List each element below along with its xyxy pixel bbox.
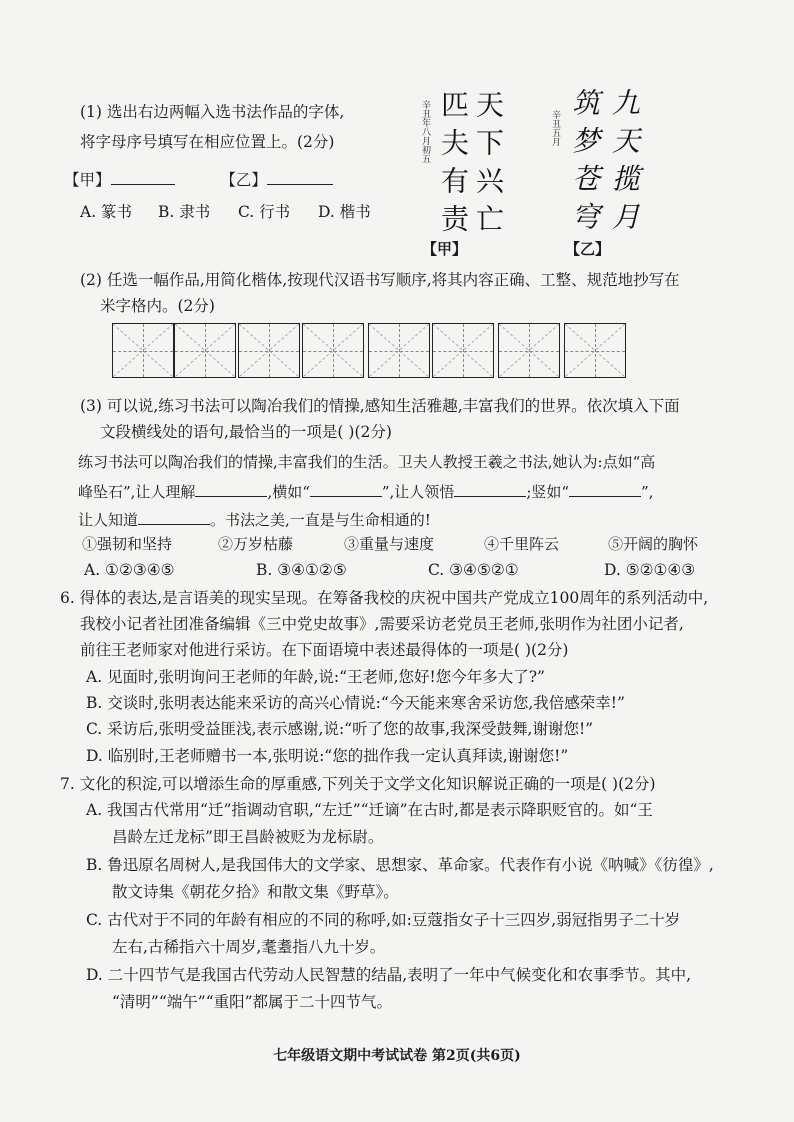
q5-3-item-5: ⑤开阔的胸怀 [608,535,699,553]
yi-column-2: 筑梦苍穹 [568,88,601,240]
mizi-cell[interactable] [302,323,364,378]
q5-1-answer-row [64,168,333,190]
passage-text: ”,让人领悟 [381,483,455,501]
mizi-cell[interactable] [112,323,174,378]
q7-line1: 7. 文化的积淀,可以增添生命的厚重感,下列关于文学文化知识解说正确的一项是( )(2分) [60,775,656,793]
jia-caption: 【甲】 [422,240,468,258]
q5-3-choice-a: A. ①②③④⑤ [84,561,175,579]
passage-text: ”, [641,483,654,501]
yi-caption: 【乙】 [565,240,611,258]
jia-label: 【甲】 [64,171,111,189]
mizi-cell[interactable] [238,323,300,378]
q7-option-d-line2: “清明”“端午”“重阳”都属于二十四节气。 [112,993,393,1011]
q5-3-passage-line3 [78,508,431,530]
q5-1-option-c: C. 行书 [238,203,291,221]
q5-3-choice-b: B. ③④①②⑤ [256,561,347,579]
q5-2-line2: 米字格内。(2分) [100,297,215,315]
q5-3-item-3: ③重量与速度 [344,535,435,553]
q7-option-c-line2: 左右,古稀指六十周岁,耄耋指八九十岁。 [112,938,386,956]
q6-option-a: A. 见面时,张明询问王老师的年龄,说:“王老师,您好!您今年多大了?” [86,668,545,686]
yi-answer-blank[interactable] [267,168,333,185]
jia-column-2: 匹夫有责 [437,90,470,242]
mizi-cell[interactable] [564,323,626,378]
q6-line1: 6. 得体的表达,是言语美的现实呈现。在筹备我校的庆祝中国共产党成立100周年的系列活动中, [60,589,709,607]
q5-3-passage-line1: 练习书法可以陶冶我们的情操,丰富我们的生活。卫夫人教授王羲之书法,她认为:点如“高 [78,453,656,471]
q5-3-choice-d: D. ⑤②①④③ [604,561,696,579]
mizi-cell[interactable] [368,323,430,378]
q7-option-a-line1: A. 我国古代常用“迁”指调动官职,“左迁”“迁谪”在古时,都是表示降职贬官的。如“王 [86,801,653,819]
q6-option-d: D. 临别时,王老师赠书一本,张明说:“您的拙作我一定认真拜读,谢谢您!” [86,747,569,765]
passage-text: ,横如“ [267,483,310,501]
mizi-grid [112,323,698,380]
q6-line2: 我校小记者社团准备编辑《三中党史故事》,需要采访老党员王老师,张明作为社团小记者, [80,615,684,633]
q6-line3: 前往王老师家对他进行采访。在下面语境中表述最得体的一项是( )(2分) [80,641,569,659]
q5-3-line2: 文段横线处的语句,最恰当的一项是( )(2分) [100,423,392,441]
q5-1-option-d: D. 楷书 [318,203,371,221]
passage-text: ;竖如“ [526,483,570,501]
passage-text: 峰坠石”,让人理解 [78,483,196,501]
passage-blank-3[interactable] [454,480,526,497]
q7-option-a-line2: 昌龄左迁龙标”即王昌龄被贬为龙标尉。 [112,828,384,846]
jia-inscription: 辛丑年八月初五 [420,100,430,163]
q5-1-line1: (1) 选出右边两幅入选书法作品的字体, [80,103,345,121]
passage-blank-2[interactable] [310,480,382,497]
q5-3-item-2: ②万岁枯藤 [218,535,294,553]
passage-text: 。书法之美,一直是与生命相通的! [210,511,431,529]
q7-option-b-line2: 散文诗集《朝花夕拾》和散文集《野草》。 [112,883,399,901]
jia-column-1: 天下兴亡 [472,90,505,242]
q5-3-passage-line2 [78,480,653,502]
passage-blank-1[interactable] [195,480,267,497]
mizi-cell[interactable] [174,323,236,378]
q7-option-c-line1: C. 古代对于不同的年龄有相应的不同的称呼,如:豆蔻指女子十三四岁,弱冠指男子二十岁 [86,911,681,929]
jia-answer-blank[interactable] [111,168,175,185]
mizi-cell[interactable] [498,323,560,378]
q5-3-item-1: ①强韧和坚持 [82,535,173,553]
q5-2-line1: (2) 任选一幅作品,用简化楷体,按现代汉语书写顺序,将其内容正确、工整、规范地抄写在 [80,271,680,289]
yi-label: 【乙】 [220,171,267,189]
passage-blank-4[interactable] [569,480,641,497]
q5-3-item-4: ④千里阵云 [484,535,560,553]
q5-3-line1: (3) 可以说,练习书法可以陶冶我们的情操,感知生活雅趣,丰富我们的世界。依次填入下面 [80,397,680,415]
q5-1-option-b: B. 隶书 [158,203,211,221]
q5-3-choice-c: C. ③④⑤②① [428,561,519,579]
q7-option-b-line1: B. 鲁迅原名周树人,是我国伟大的文学家、思想家、革命家。代表作有小说《呐喊》《彷徨》, [86,856,714,874]
q5-1-option-a: A. 篆书 [80,203,133,221]
page-footer: 七年级语文期中考试试卷 第2页(共6页) [273,1048,521,1064]
mizi-cell[interactable] [432,323,494,378]
q7-option-d-line1: D. 二十四节气是我国古代劳动人民智慧的结晶,表明了一年中气候变化和农事季节。其中, [86,966,692,984]
passage-text: 让人知道 [78,511,139,529]
q6-option-c: C. 采访后,张明受益匪浅,表示感谢,说:“听了您的故事,我深受鼓舞,谢谢您!” [86,720,594,738]
passage-blank-5[interactable] [138,508,210,525]
q5-1-line2: 将字母序号填写在相应位置上。(2分) [80,133,335,151]
yi-column-1: 九天揽月 [608,88,641,240]
q6-option-b: B. 交谈时,张明表达能来采访的高兴心情说:“今天能来寒舍采访您,我倍感荣幸!” [86,694,625,712]
yi-inscription: 辛丑五月 [550,110,560,146]
